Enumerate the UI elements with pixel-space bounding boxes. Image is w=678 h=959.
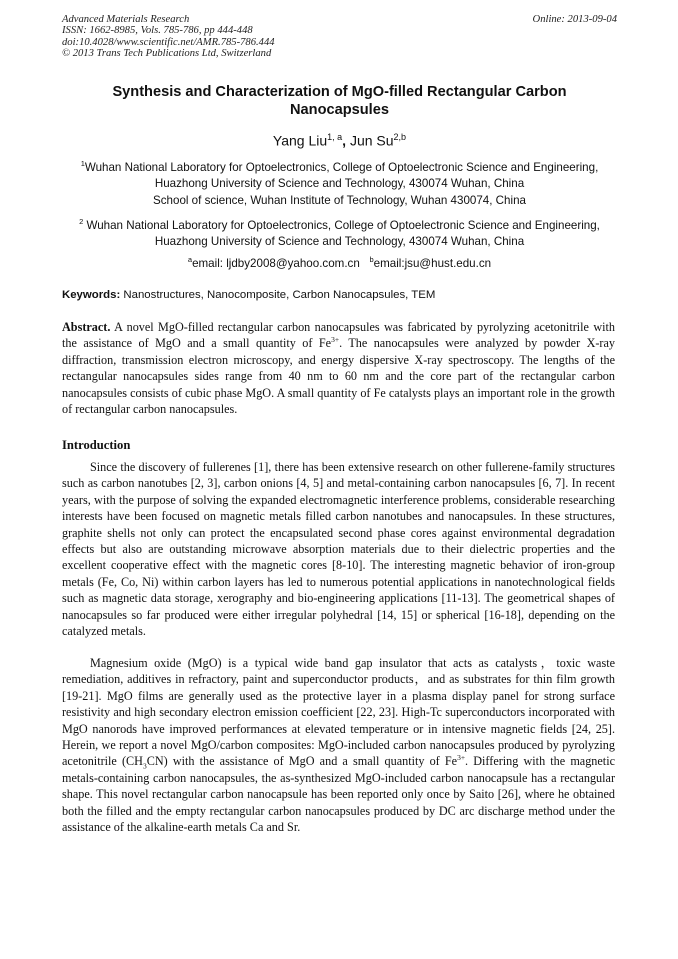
affiliation-2-mark: 2 bbox=[79, 217, 84, 226]
author-2-affil-mark: 2,b bbox=[393, 132, 407, 142]
affiliation-1b: School of science, Wuhan Institute of Technology, Wuhan 430074, China bbox=[153, 194, 526, 207]
paper-title: Synthesis and Characterization of MgO-filled Rectangular Carbon Nanocapsules bbox=[112, 84, 567, 118]
affiliation-1-mark: 1 bbox=[80, 159, 85, 168]
email-b[interactable]: email:jsu@hust.edu.cn bbox=[373, 256, 492, 270]
journal-copyright: © 2013 Trans Tech Publications Ltd, Switzerland bbox=[62, 48, 272, 60]
email-b-mark: b bbox=[369, 255, 374, 264]
keywords-text: Nanostructures, Nanocomposite, Carbon Nanocapsules, TEM bbox=[120, 289, 436, 301]
email-line bbox=[62, 252, 617, 272]
journal-issn: ISSN: 1662-8985, Vols. 785-786, pp 444-448 bbox=[62, 25, 253, 37]
online-date: Online: 2013-09-04 bbox=[532, 14, 617, 25]
abstract: Abstract. A novel MgO-filled rectangular carbon nanocapsules was fabricated by pyrolyzing acetonitrile with the assistance of MgO and a small quantity of $Fe^{3+}$. The nanocapsules were analyzed by powder X-ray diffraction, transmission electron microscopy, and energy dispersive X-ray spectroscopy. The lengths of the rectangular nanocapsules sides range from 40 nm to 60 nm and the core part of the rectangular carbon nanocapsules consists of cubic phase MgO. A small quantity of Fe catalysts plays an important role in the growth of rectangular carbon nanocapsules. bbox=[62, 320, 615, 417]
affiliation-2 bbox=[62, 214, 617, 250]
abstract-label: Abstract. bbox=[62, 320, 111, 334]
affiliation-1 bbox=[62, 156, 617, 192]
affiliation-1-text: Wuhan National Laboratory for Optoelectronics, College of Optoelectronic Science and Engineering, Huazhong University of Science and Technology, 430074 Wuhan, China bbox=[84, 160, 599, 190]
author-1: Yang Liu bbox=[272, 132, 328, 149]
intro-paragraph-2: Magnesium oxide (MgO) is a typical wide band gap insulator that acts as catalysts，toxic waste remediation, additives in refractory, paint and superconductor products，and as substrates for thin film growth [19-21]. MgO films are generally used as the protective layer in a plasma display panel for strong surface resistivity and high secondary electron emission coefficient [22, 23]. High-Tc superconductors incorporated with MgO nanorods have improved performances at elevated temperature or in intensive magnetic fields [24, 25]. Herein, we report a novel MgO/carbon composites: MgO-included carbon nanocapsules produced by pyrolyzing acetonitrile $(CH_3CN)$ with the assistance of MgO and a small quantity of $Fe^{3+}$. Differing with the magnetic metals-containing carbon nanocapsules, the as-synthesized MgO-included carbon nanocapsule has a rectangular shape. This novel rectangular carbon nanocapsule has been reported only once by Saito [26], where he obtained both the filled and the empty rectangular carbon nanocapsules produced by DC arc discharge method under the assistance of the alkaline-earth metals Ca and Sr. bbox=[62, 656, 615, 835]
email-a[interactable]: email: ljdby2008@yahoo.com.cn bbox=[192, 256, 360, 270]
author-2: Jun Su bbox=[349, 132, 394, 149]
journal-doi: doi:10.4028/www.scientific.net/AMR.785-786.444 bbox=[62, 36, 275, 48]
keywords bbox=[62, 288, 617, 303]
author-separator: , bbox=[342, 132, 350, 149]
keywords-label: Keywords: bbox=[62, 289, 121, 301]
author-line bbox=[62, 132, 617, 149]
intro-paragraph-1: Since the discovery of fullerenes [1], there has been extensive research on other fullerene-family structures such as carbon nanotubes [2, 3], carbon onions [4, 5] and metal-containing carbon nanocapsules [6, 7]. In recent years, with the purpose of solving the expanded electromagnetic interference problems, considerable researching interests have been focused on magnetic metals filled carbon nanotubes and nanocapsules. In these structures, graphite shells not only can protect the encapsulated second phase cores against environmental degradation effects but also are outstanding microwave absorption materials due to their dielectric properties and the excellent cooperative effect with the magnetic cores [8-10]. The interesting magnetic behavior of iron-group metals (Fe, Co, Ni) within carbon layers has led to numerous potential applications in nanotechnological fields such as magnetic data storage, xerography and bio-engineering applications [11-13]. The geometrical shapes of nanocapsules so far produced were either irregular polyhedral [14, 15] or spherical [16-18], depending on the catalyzed metals. bbox=[62, 460, 615, 639]
author-1-affil-mark: 1, a bbox=[327, 132, 343, 142]
affiliation-2-text: Wuhan National Laboratory for Optoelectronics, College of Optoelectronic Science and Engineering, Huazhong University of Science and Technology, 430074 Wuhan, China bbox=[83, 218, 600, 248]
section-heading-introduction: Introduction bbox=[62, 438, 131, 452]
journal-name: Advanced Materials Research bbox=[62, 14, 190, 25]
email-a-mark: a bbox=[187, 255, 193, 264]
